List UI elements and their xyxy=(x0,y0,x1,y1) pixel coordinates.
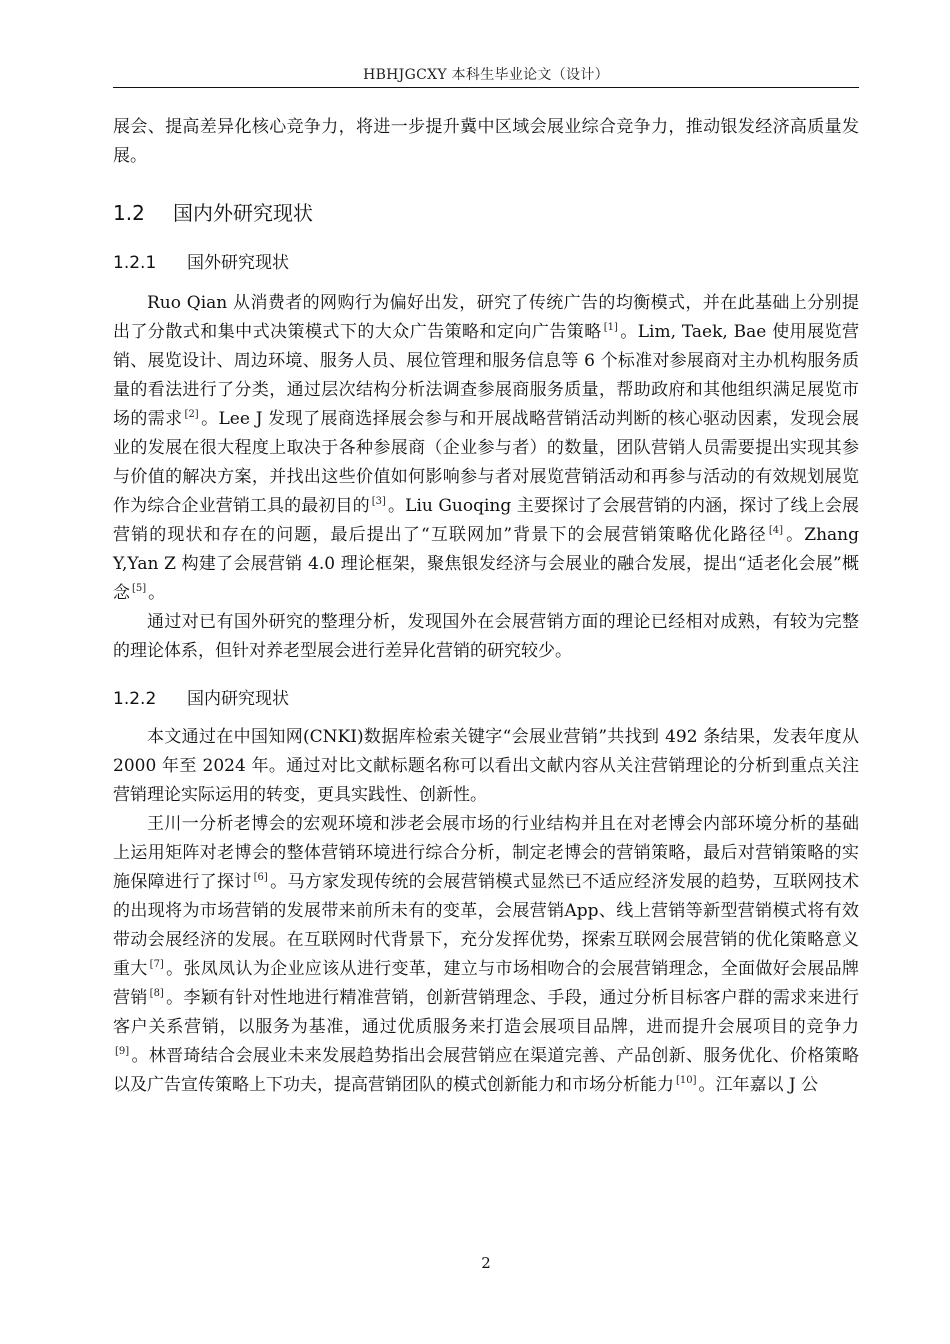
citation-10[interactable]: [10] xyxy=(676,1075,697,1086)
text-run: 。Lim, Taek, Bae 使用展览营销、展览设计、周边环境、服务人员、展位管理和服务信息等 6 个标准对参展商对主办机构服务质量的看法进行了分类，通过层次结构分析法调查参展商服务质量，帮助政府和其他组织满足展览市场的需求 xyxy=(113,322,860,429)
document-body xyxy=(113,113,859,1100)
subsection-title: 国内研究现状 xyxy=(187,689,289,709)
citation-6[interactable]: [6] xyxy=(253,872,268,883)
header-rule xyxy=(113,87,859,88)
text-run: 。林晋琦结合会展业未来发展趋势指出会展营销应在渠道完善、产品创新、服务优化、价格策略以及广告宣传策略上下功夫，提高营销团队的模式创新能力和市场分析能力 xyxy=(113,1046,859,1095)
text-run: 。Zhang Y,Yan Z 构建了会展营销 4.0 理论框架，聚焦银发经济与会展业的融合发展，提出“适老化会展”概念 xyxy=(113,525,859,603)
subsection-heading-1-2-2 xyxy=(113,684,859,709)
text-run: 。马方家发现传统的会展营销模式显然已不适应经济发展的趋势，互联网技术的出现将为市场营销的发展带来前所未有的变革，会展营销App、线上营销等新型营销模式将有效带动会展经济的发展。在互联网时代背景下，充分发挥优势，探索互联网会展营销的优化策略意义重大 xyxy=(113,872,860,979)
paragraph-foreign-summary: 通过对已有国外研究的整理分析，发现国外在会展营销方面的理论已经相对成熟，有较为完整的理论体系，但针对养老型展会进行差异化营销的研究较少。 xyxy=(113,612,859,661)
text-run: 王川一分析老博会的宏观环境和涉老会展市场的行业结构并且在对老博会内部环境分析的基础上运用矩阵对老博会的整体营销环境进行综合分析，制定老博会的营销策略，最后对营销策略的实施保障进行了探讨 xyxy=(113,814,859,892)
text-run: 。李颖有针对性地进行精准营销，创新营销理念、手段，通过分析目标客户群的需求来进行客户关系营销，以服务为基准，通过优质服务来打造会展项目品牌，进而提升会展项目的竞争力 xyxy=(113,988,860,1037)
text-run: 。 xyxy=(148,583,166,603)
text-run: 。江年嘉以 J 公 xyxy=(698,1075,819,1095)
paragraph-continued: 展会、提高差异化核心竞争力，将进一步提升冀中区域会展业综合竞争力，推动银发经济高质量发展。 xyxy=(113,117,859,166)
section-heading-1-2 xyxy=(113,197,859,226)
citation-3[interactable]: [3] xyxy=(371,496,386,507)
text-run: 。张凤凤认为企业应该从进行变革，建立与市场相吻合的会展营销理念，全面做好会展品牌营销 xyxy=(113,959,860,1008)
citation-8[interactable]: [8] xyxy=(149,988,164,999)
subsection-number: 1.2.2 xyxy=(113,689,157,709)
paragraph-foreign-research xyxy=(113,289,859,608)
text-run: 。Liu Guoqing 主要探讨了会展营销的内涵，探讨了线上会展营销的现状和存在的问题，最后提出了“互联网加”背景下的会展营销策略优化路径 xyxy=(113,496,859,545)
citation-5[interactable]: [5] xyxy=(132,583,147,594)
page-number: 2 xyxy=(481,1254,491,1272)
citation-2[interactable]: [2] xyxy=(184,409,199,420)
citation-4[interactable]: [4] xyxy=(768,525,784,536)
subsection-number: 1.2.1 xyxy=(113,253,157,273)
paragraph-domestic-overview: 本文通过在中国知网(CNKI)数据库检索关键字“会展业营销”共找到 492 条结果，发表年度从 2000 年至 2024 年。通过对比文献标题名称可以看出文献内容从关注营销理论的分析到重点关注营销理论实际运用的转变，更具实践性、创新性。 xyxy=(113,727,859,805)
subsection-heading-1-2-1 xyxy=(113,248,859,273)
citation-7[interactable]: [7] xyxy=(149,959,164,970)
paragraph-domestic-research xyxy=(113,810,859,1100)
section-title: 国内外研究现状 xyxy=(173,201,313,225)
section-number: 1.2 xyxy=(113,201,145,225)
citation-1[interactable]: [1] xyxy=(603,322,618,333)
text-run: Ruo Qian 从消费者的网购行为偏好出发，研究了传统广告的均衡模式，并在此基础上分别提出了分散式和集中式决策模式下的大众广告策略和定向广告策略 xyxy=(113,293,859,342)
citation-9[interactable]: [9] xyxy=(115,1046,130,1057)
running-header: HBHJGCXY 本科生毕业论文（设计） xyxy=(363,67,609,83)
subsection-title: 国外研究现状 xyxy=(187,253,289,273)
text-run: 。Lee J 发现了展商选择展会参与和开展战略营销活动判断的核心驱动因素，发现会展业的发展在很大程度上取决于各种参展商（企业参与者）的数量，团队营销人员需要提出实现其参与价值的解决方案，并找出这些价值如何影响参与者对展览营销活动和再参与活动的有效规划展览作为综合企业营销工具的最初目的 xyxy=(113,409,860,516)
